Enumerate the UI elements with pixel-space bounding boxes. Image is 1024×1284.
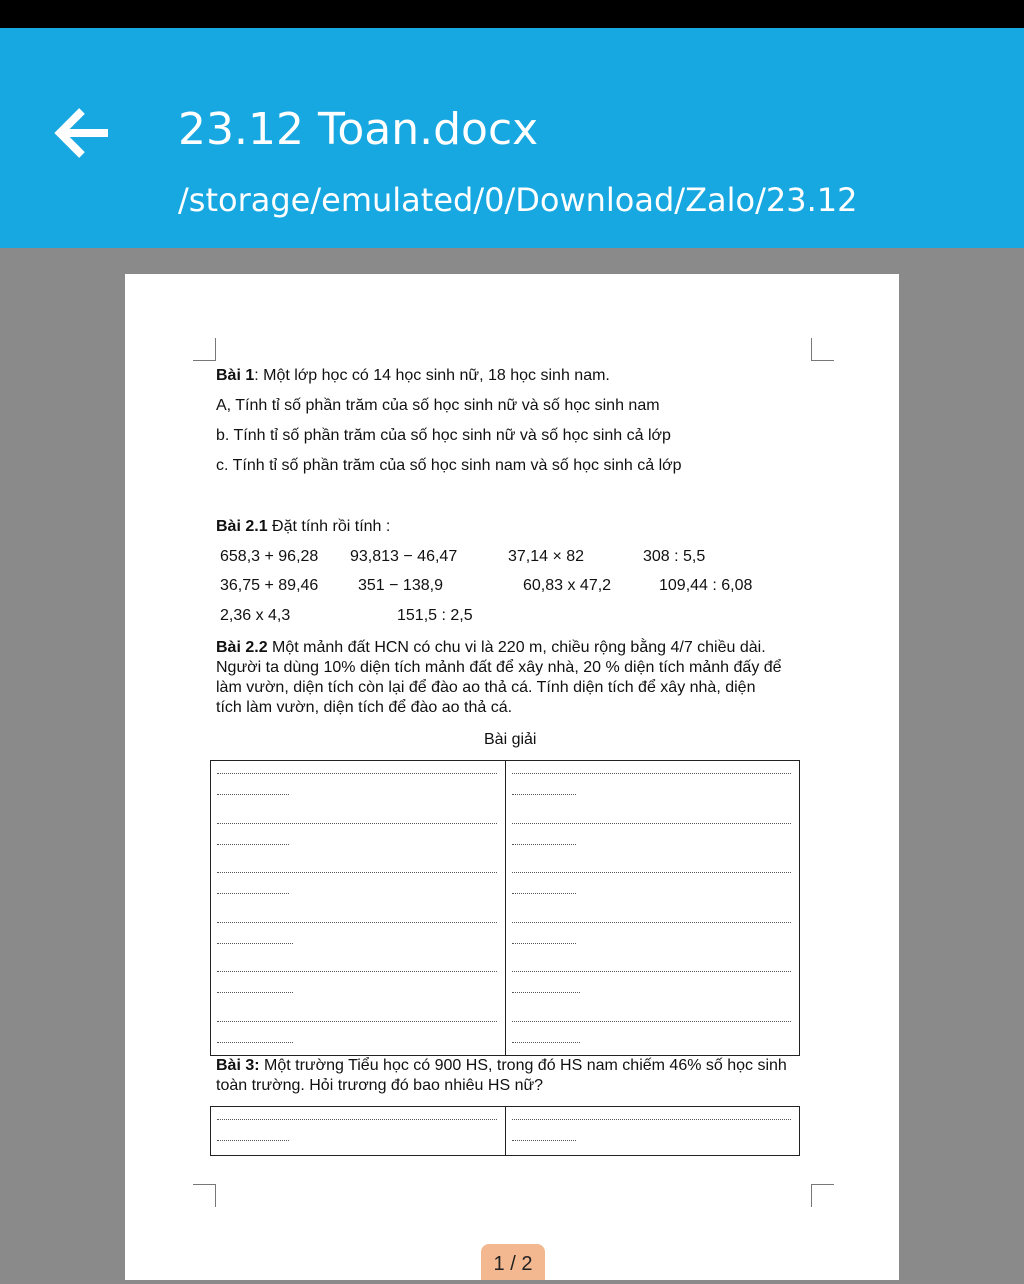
calc-item: 36,75 + 89,46 [220,577,319,594]
status-bar [0,0,1024,28]
answer-column-left [211,761,505,1055]
calc-item: 60,83 x 47,2 [523,577,612,594]
calc-item: 658,3 + 96,28 [220,548,319,565]
calc-item: 37,14 × 82 [508,548,585,565]
page-indicator: 1 / 2 [481,1244,545,1280]
crop-mark-bottom-left [193,1184,216,1207]
crop-mark-bottom-right [811,1184,834,1207]
bai1-heading: Bài 1: Một lớp học có 14 học sinh nữ, 18 học sinh nam. [216,367,610,384]
bai1-line-a: A, Tính tỉ số phần trăm của số học sinh nữ và số học sinh nam [216,397,660,414]
answer-column-right [505,1107,800,1155]
answer-column-right [505,761,800,1055]
answer-grid-2 [210,1106,800,1156]
arrow-left-icon [52,102,114,164]
calc-item: 308 : 5,5 [643,548,706,565]
bai21-heading: Bài 2.1 Đặt tính rồi tính : [216,518,391,535]
document-page[interactable] [125,274,899,1280]
document-path: /storage/emulated/0/Download/Zalo/23.12 [178,181,858,219]
bai3-line-1: Bài 3: Một trường Tiểu học có 900 HS, trong đó HS nam chiếm 46% số học sinh [216,1057,787,1074]
calc-item: 93,813 − 46,47 [350,548,458,565]
crop-mark-top-left [193,338,216,361]
bai22-line-4: tích làm vườn, diện tích để đào ao thả cá. [216,699,513,716]
crop-mark-top-right [811,338,834,361]
answer-column-left [211,1107,505,1155]
bai22-line-2: Người ta dùng 10% diện tích mảnh đất để xây nhà, 20 % diện tích mảnh đấy để [216,659,782,676]
calc-item: 151,5 : 2,5 [397,607,473,624]
calc-item: 109,44 : 6,08 [659,577,753,594]
app-bar [0,28,1024,248]
bai1-line-b: b. Tính tỉ số phần trăm của số học sinh nữ và số học sinh cả lớp [216,427,671,444]
solution-label: Bài giải [484,731,537,748]
bai1-line-c: c. Tính tỉ số phần trăm của số học sinh nam và số học sinh cả lớp [216,457,682,474]
bai22-line-1: Bài 2.2 Một mảnh đất HCN có chu vi là 220 m, chiều rộng bằng 4/7 chiều dài. [216,639,766,656]
calc-item: 351 − 138,9 [358,577,443,594]
back-button[interactable] [52,102,114,164]
document-title: 23.12 Toan.docx [178,104,539,155]
bai3-line-2: toàn trường. Hỏi trương đó bao nhiêu HS nữ? [216,1077,544,1094]
bai22-line-3: làm vườn, diện tích còn lại để đào ao thả cá. Tính diện tích để xây nhà, diện [216,679,756,696]
calc-item: 2,36 x 4,3 [220,607,291,624]
answer-grid-1 [210,760,800,1056]
